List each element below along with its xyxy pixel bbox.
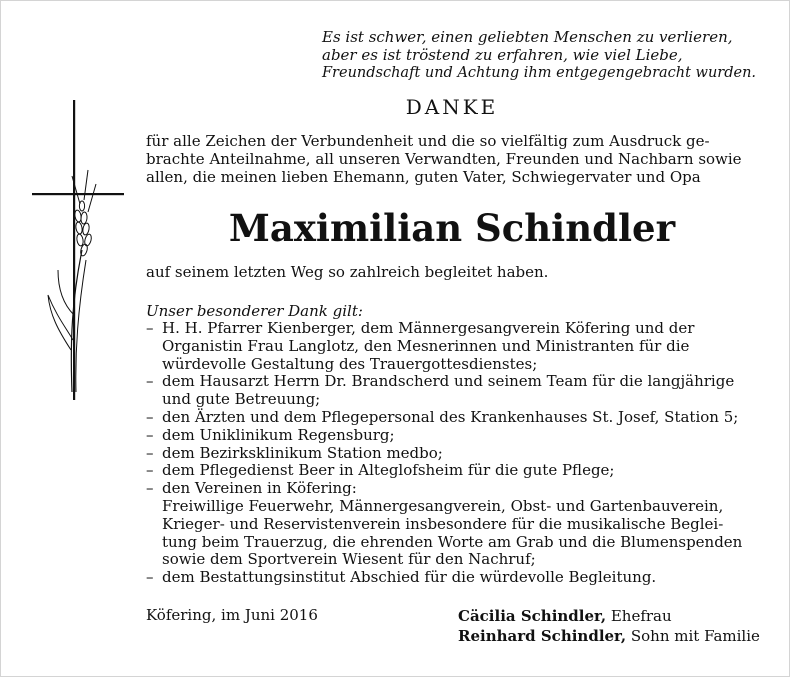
signatory-relation: Ehefrau (606, 607, 672, 625)
list-item-line: dem Bestattungsinstitut Abschied für die würdevolle Begleitung. (162, 568, 657, 587)
list-item-line: Krieger- und Reservistenverein insbesondere für die musikalische Beglei- (162, 514, 724, 533)
list-item (146, 320, 760, 373)
intro-line: für alle Zeichen der Verbundenheit und die so vielfältig zum Ausdruck ge- (146, 132, 710, 150)
motto-line: Es ist schwer, einen geliebten Menschen zu verlieren, (322, 28, 733, 46)
list-dash: – (146, 568, 154, 587)
list-item (146, 480, 760, 569)
list-item-line: dem Uniklinikum Regensburg; (162, 425, 395, 444)
signatory-relation: Sohn mit Familie (626, 627, 760, 645)
signatory-name: Reinhard Schindler, (458, 627, 627, 645)
signatory-name: Cäcilia Schindler, (458, 607, 607, 625)
heading-danke: DANKE (405, 95, 499, 119)
list-item-line: dem Bezirksklinikum Station medbo; (162, 443, 443, 462)
list-item-line: dem Pflegedienst Beer in Alteglofsheim für die gute Pflege; (162, 461, 615, 480)
list-item (146, 462, 760, 480)
after-name-text: auf seinem letzten Weg so zahlreich begleitet haben. (146, 263, 549, 281)
motto-line: Freundschaft und Achtung ihm entgegengebracht wurden. (322, 65, 757, 81)
signatories (458, 606, 760, 646)
deceased-name: Maximilian Schindler (228, 206, 676, 250)
list-item-line: Organistin Frau Langlotz, den Mesnerinnen und Ministranten für die (162, 336, 690, 355)
list-dash: – (146, 479, 154, 498)
cross-with-wheat-icon (28, 100, 128, 400)
list-item-line: H. H. Pfarrer Kienberger, dem Männergesangverein Köfering und der (162, 319, 695, 337)
intro-line: allen, die meinen lieben Ehemann, guten Vater, Schwiegervater und Opa (146, 168, 701, 186)
list-dash: – (146, 443, 154, 462)
motto-quote (322, 28, 762, 82)
special-thanks-heading: Unser besonderer Dank gilt: (146, 302, 363, 320)
intro-paragraph (146, 132, 760, 186)
list-item-line: dem Hausarzt Herrn Dr. Brandscherd und seinem Team für die langjährige (162, 372, 735, 391)
special-thanks-list (146, 320, 760, 587)
list-item (146, 445, 760, 463)
list-item-line: und gute Betreuung; (162, 390, 321, 409)
list-item (146, 373, 760, 409)
list-item-line: würdevolle Gestaltung des Trauergottesdienstes; (162, 354, 538, 373)
list-dash: – (146, 425, 154, 444)
signatory (458, 626, 760, 646)
list-item (146, 569, 760, 587)
intro-line: brachte Anteilnahme, all unseren Verwandten, Freunden und Nachbarn sowie (146, 150, 742, 168)
signatory (458, 606, 760, 626)
list-item-line: sowie dem Sportverein Wiesent für den Nachruf; (162, 550, 536, 569)
list-dash: – (146, 407, 154, 426)
place-date: Köfering, im Juni 2016 (146, 606, 318, 624)
list-dash: – (146, 319, 154, 337)
list-dash: – (146, 372, 154, 391)
motto-line: aber es ist tröstend zu erfahren, wie viel Liebe, (322, 46, 683, 64)
list-item-line: tung beim Trauerzug, die ehrenden Worte am Grab und die Blumenspenden (162, 532, 743, 551)
list-item-line: Freiwillige Feuerwehr, Männergesangverein, Obst- und Gartenbauverein, (162, 496, 724, 515)
list-item (146, 427, 760, 445)
list-item-line: den Vereinen in Köfering: (162, 479, 357, 498)
list-dash: – (146, 461, 154, 480)
list-item (146, 409, 760, 427)
list-item-line: den Ärzten und dem Pflegepersonal des Krankenhauses St. Josef, Station 5; (162, 407, 739, 426)
